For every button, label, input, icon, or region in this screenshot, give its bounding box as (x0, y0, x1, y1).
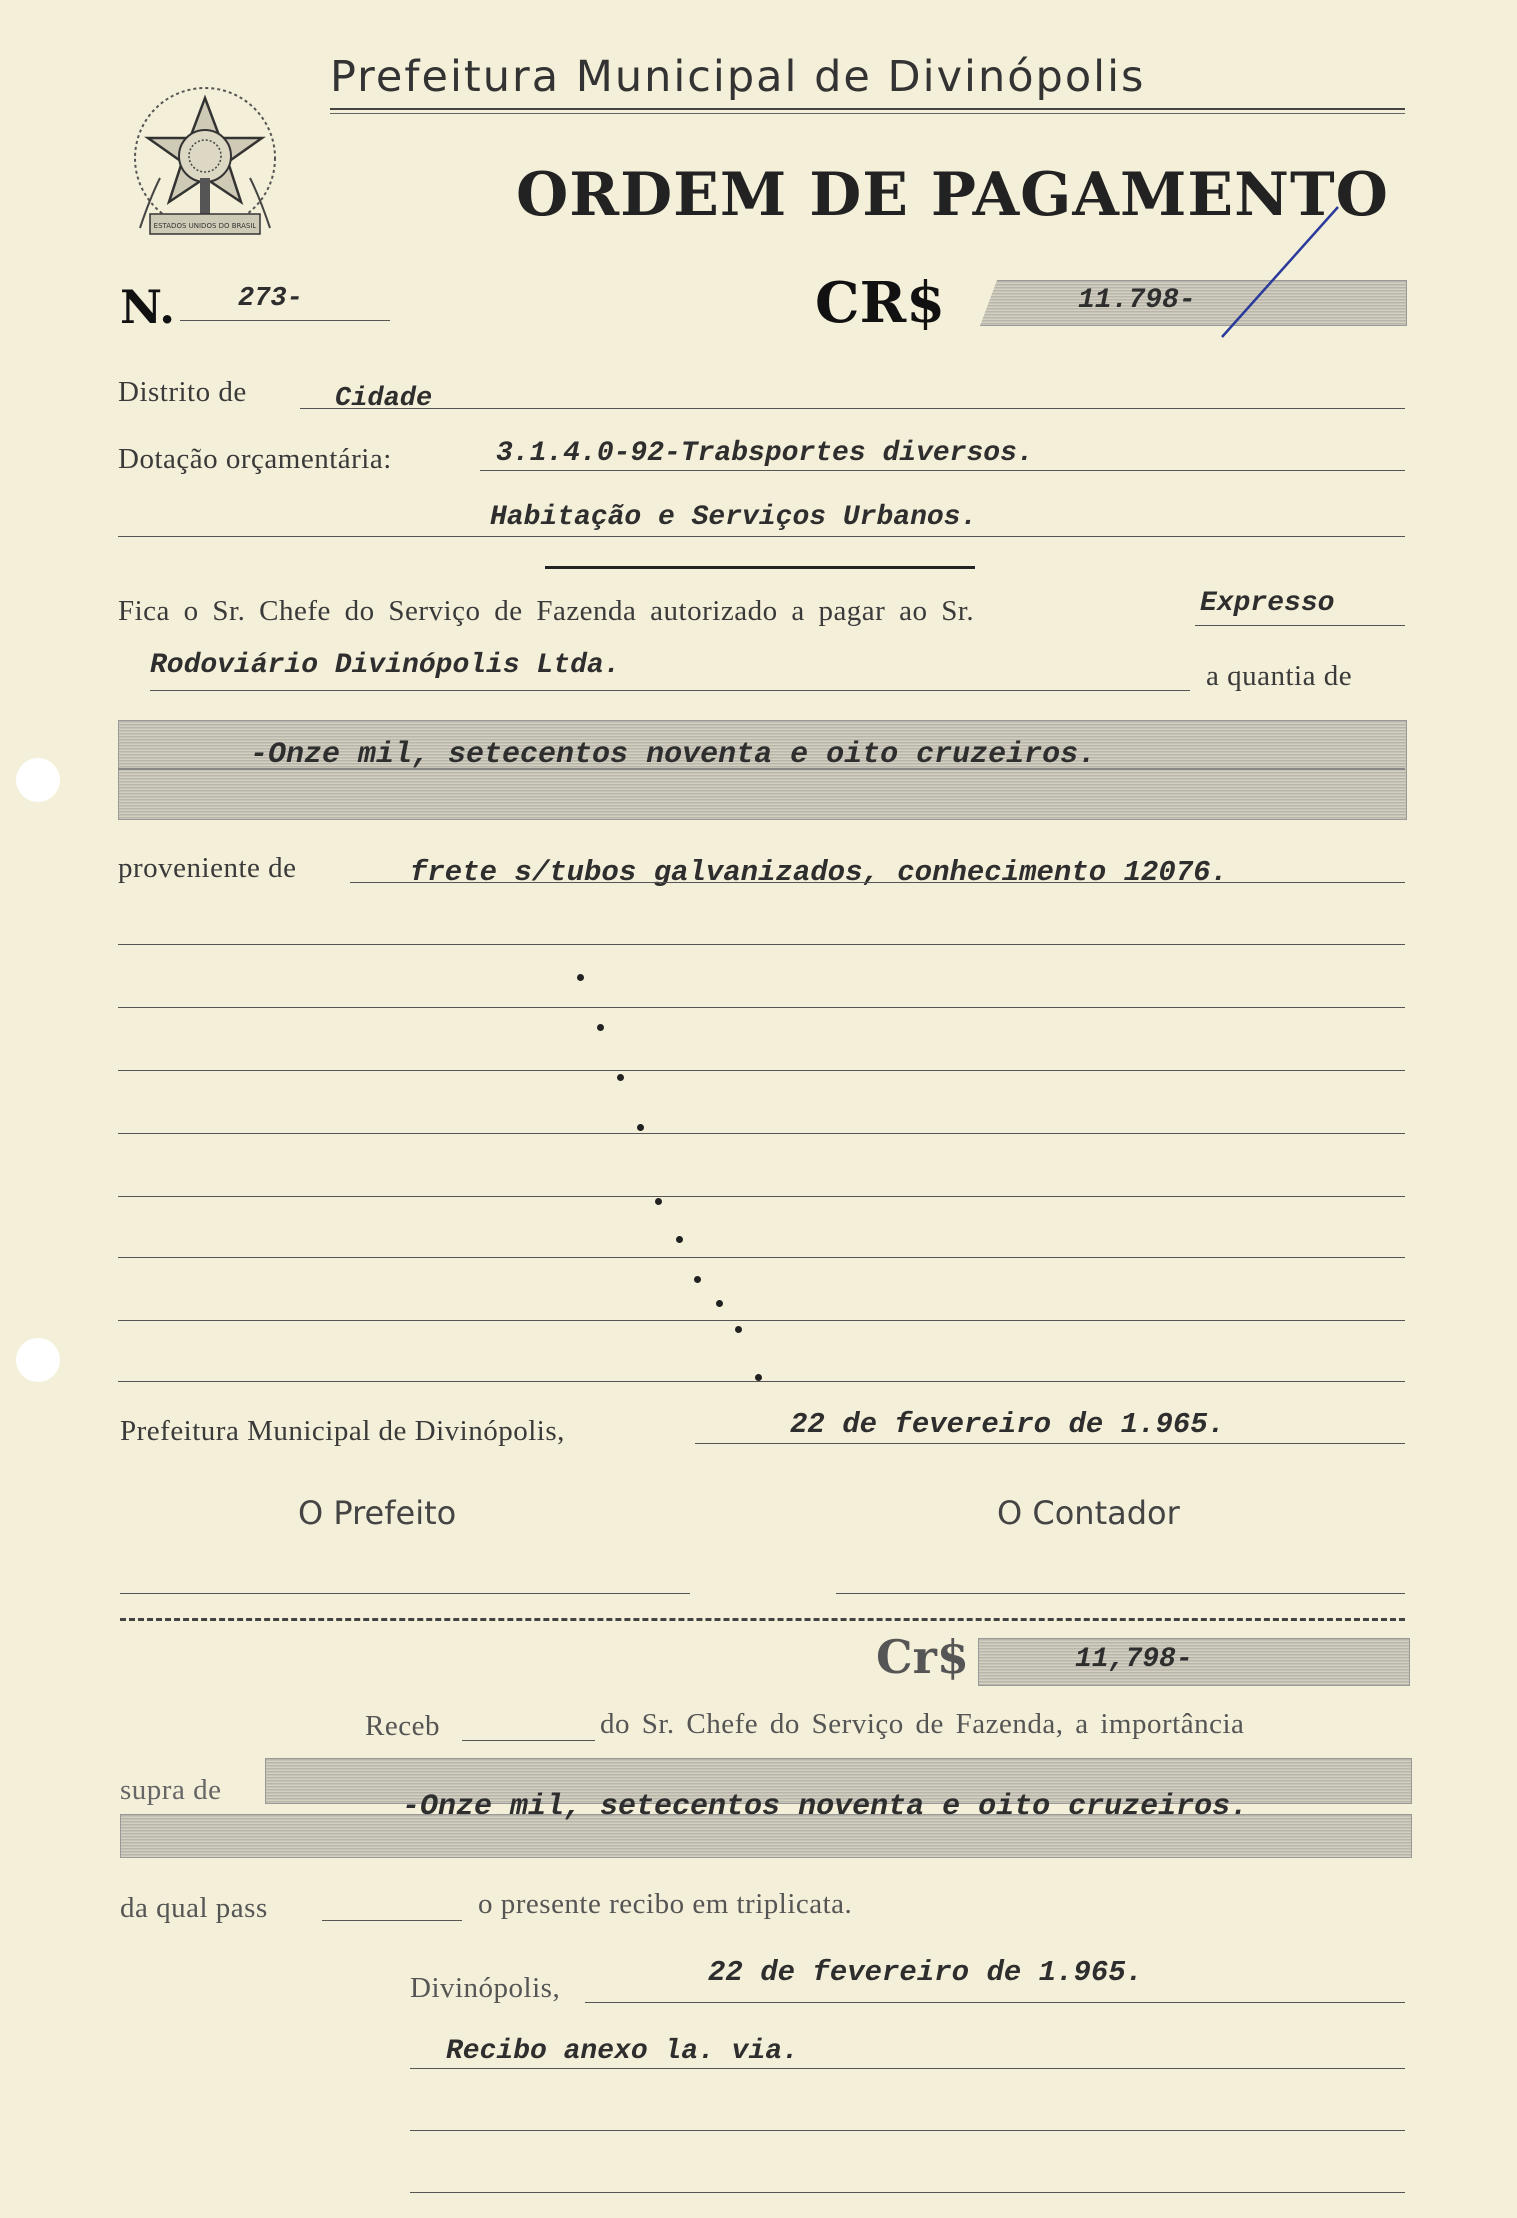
dotacao-line1: 3.1.4.0-92-Trabsportes diversos. (496, 438, 1034, 469)
dot-mark (755, 1374, 762, 1381)
quantia-label: a quantia de (1206, 660, 1353, 692)
ruled-line (118, 1320, 1405, 1321)
dotacao-line2: Habitação e Serviços Urbanos. (490, 502, 978, 533)
document-title: ORDEM DE PAGAMENTO (516, 160, 1389, 230)
proveniente-value: frete s/tubos galvanizados, conhecimento 12076. (410, 856, 1228, 889)
distrito-value: Cidade (335, 384, 433, 414)
receipt-amount-words: -Onze mil, setecentos noventa e oito cruzeiros. (402, 1790, 1249, 1824)
signature-date: 22 de fevereiro de 1.965. (790, 1408, 1226, 1441)
contador-signature-line (836, 1593, 1405, 1594)
dot-mark (655, 1198, 662, 1205)
currency-label: CR$ (815, 270, 946, 336)
ruled-line (118, 1070, 1405, 1071)
dot-mark (716, 1300, 723, 1307)
receipt-amount-box (978, 1638, 1410, 1686)
header-underline (330, 108, 1405, 110)
section-divider (545, 566, 975, 569)
payee-line2: Rodoviário Divinópolis Ltda. (150, 650, 621, 681)
brazil-coat-of-arms-icon (120, 78, 290, 253)
dot-mark (735, 1326, 742, 1333)
dot-mark (577, 974, 584, 981)
dotacao-label: Dotação orçamentária: (118, 443, 392, 475)
ruled-line (118, 1381, 1405, 1382)
number-value: 273- (238, 284, 303, 314)
receipt-separator (120, 1618, 1405, 1621)
amount-words: -Onze mil, setecentos noventa e oito cruzeiros. (250, 738, 1097, 772)
distrito-label: Distrito de (118, 376, 247, 408)
number-label: N. (120, 280, 176, 334)
dot-mark (617, 1074, 624, 1081)
prefeito-label: O Prefeito (298, 1494, 457, 1532)
coat-of-arms-motto: ESTADOS UNIDOS DO BRASIL (153, 222, 257, 230)
ruled-line (118, 1007, 1405, 1008)
check-mark-icon (1220, 205, 1340, 340)
receipt-date: 22 de fevereiro de 1.965. (708, 1956, 1144, 1989)
coat-of-arms (120, 78, 290, 253)
receipt-amount: 11,798- (1075, 1644, 1193, 1675)
punch-hole-bottom (16, 1338, 60, 1382)
supra-label: supra de (120, 1774, 222, 1806)
ruled-line (118, 1196, 1405, 1197)
prefeito-signature-line (120, 1593, 690, 1594)
dot-mark (637, 1124, 644, 1131)
signature-place-label: Prefeitura Municipal de Divinópolis, (120, 1415, 565, 1447)
ruled-line (118, 1257, 1405, 1258)
punch-hole-top (16, 758, 60, 802)
dot-mark (597, 1024, 604, 1031)
receipt-currency-label: Cr$ (876, 1630, 969, 1684)
receipt-place-label: Divinópolis, (410, 1972, 561, 2004)
payee-line1: Expresso (1200, 588, 1335, 619)
receipt-note: Recibo anexo la. via. (446, 2036, 799, 2067)
recibo-text: o presente recibo em triplicata. (478, 1888, 853, 1920)
proveniente-label: proveniente de (118, 852, 297, 884)
receb-text: do Sr. Chefe do Serviço de Fazenda, a importância (600, 1708, 1245, 1740)
municipality-header: Prefeitura Municipal de Divinópolis (330, 52, 1146, 102)
ruled-line (118, 944, 1405, 945)
qual-pass-label: da qual pass (120, 1892, 268, 1924)
contador-label: O Contador (997, 1494, 1180, 1532)
dot-mark (676, 1236, 683, 1243)
authorization-text: Fica o Sr. Chefe do Serviço de Fazenda autorizado a pagar ao Sr. (118, 595, 975, 627)
ruled-line (118, 1133, 1405, 1134)
receb-label: Receb (365, 1710, 440, 1742)
dot-mark (694, 1276, 701, 1283)
amount-value: 11.798- (1078, 285, 1196, 316)
